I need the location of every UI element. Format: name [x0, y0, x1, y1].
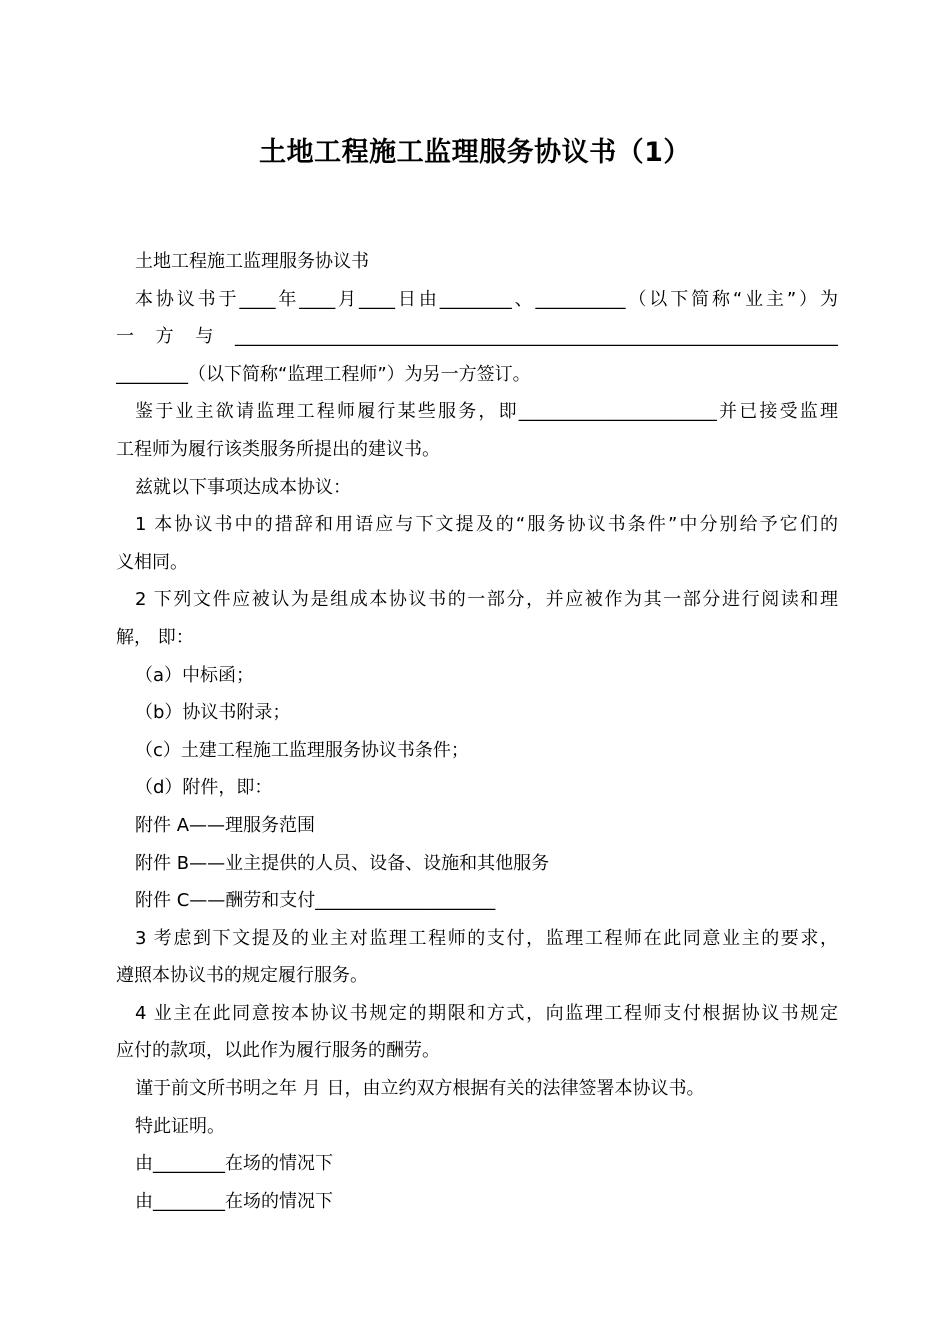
body-line: 特此证明。 — [135, 1115, 225, 1137]
body-line: （b）协议书附录； — [135, 702, 291, 724]
document-body — [116, 243, 838, 1220]
body-line: 谨于前文所书明之年 月 日，由立约双方根据有关的法律签署本协议书。 — [135, 1078, 705, 1100]
signature-line: 由________在场的情况下 — [135, 1190, 333, 1212]
body-line: 2 下列文件应被认为是组成本协议书的一部分，并应被作为其一部分进行阅读和理 — [135, 589, 838, 611]
body-line: 本协议书于____年____月____日由________、__________（以下简称“业主”）为 — [135, 288, 838, 310]
body-line: 应付的款项，以此作为履行服务的酬劳。 — [116, 1040, 440, 1062]
body-line: ________（以下简称“监理工程师”）为另一方签订。 — [116, 363, 531, 385]
body-line: 义相同。 — [116, 551, 188, 573]
body-line: 附件 A——理服务范围 — [135, 814, 316, 836]
body-line: 工程师为履行该类服务所提出的建议书。 — [116, 438, 440, 460]
body-line: （c）土建工程施工监理服务协议书条件； — [135, 739, 469, 761]
signature-line: 由________在场的情况下 — [135, 1153, 333, 1175]
body-line: 土地工程施工监理服务协议书 — [135, 251, 369, 272]
body-line: 4 业主在此同意按本协议书规定的期限和方式，向监理工程师支付根据协议书规定 — [135, 1002, 838, 1024]
body-line: （a）中标函； — [135, 664, 255, 686]
body-line: 一方与___________________________________________________________________ — [116, 326, 838, 348]
body-line: （d）附件，即： — [135, 777, 273, 799]
body-line: 遵照本协议书的规定履行服务。 — [116, 965, 368, 987]
body-line: 鉴于业主欲请监理工程师履行某些服务，即______________________并已接受监理 — [135, 401, 838, 423]
body-line: 兹就以下事项达成本协议： — [135, 476, 351, 498]
body-line: 附件 B——业主提供的人员、设备、设施和其他服务 — [135, 852, 550, 874]
document-title: 土地工程施工监理服务协议书（1） — [259, 137, 691, 168]
body-line: 附件 C——酬劳和支付____________________ — [135, 890, 496, 912]
body-line: 解， 即： — [116, 626, 194, 648]
body-line: 3 考虑到下文提及的业主对监理工程师的支付，监理工程师在此同意业主的要求， — [135, 927, 838, 949]
body-line: 1 本协议书中的措辞和用语应与下文提及的“服务协议书条件”中分别给予它们的 — [135, 514, 838, 536]
